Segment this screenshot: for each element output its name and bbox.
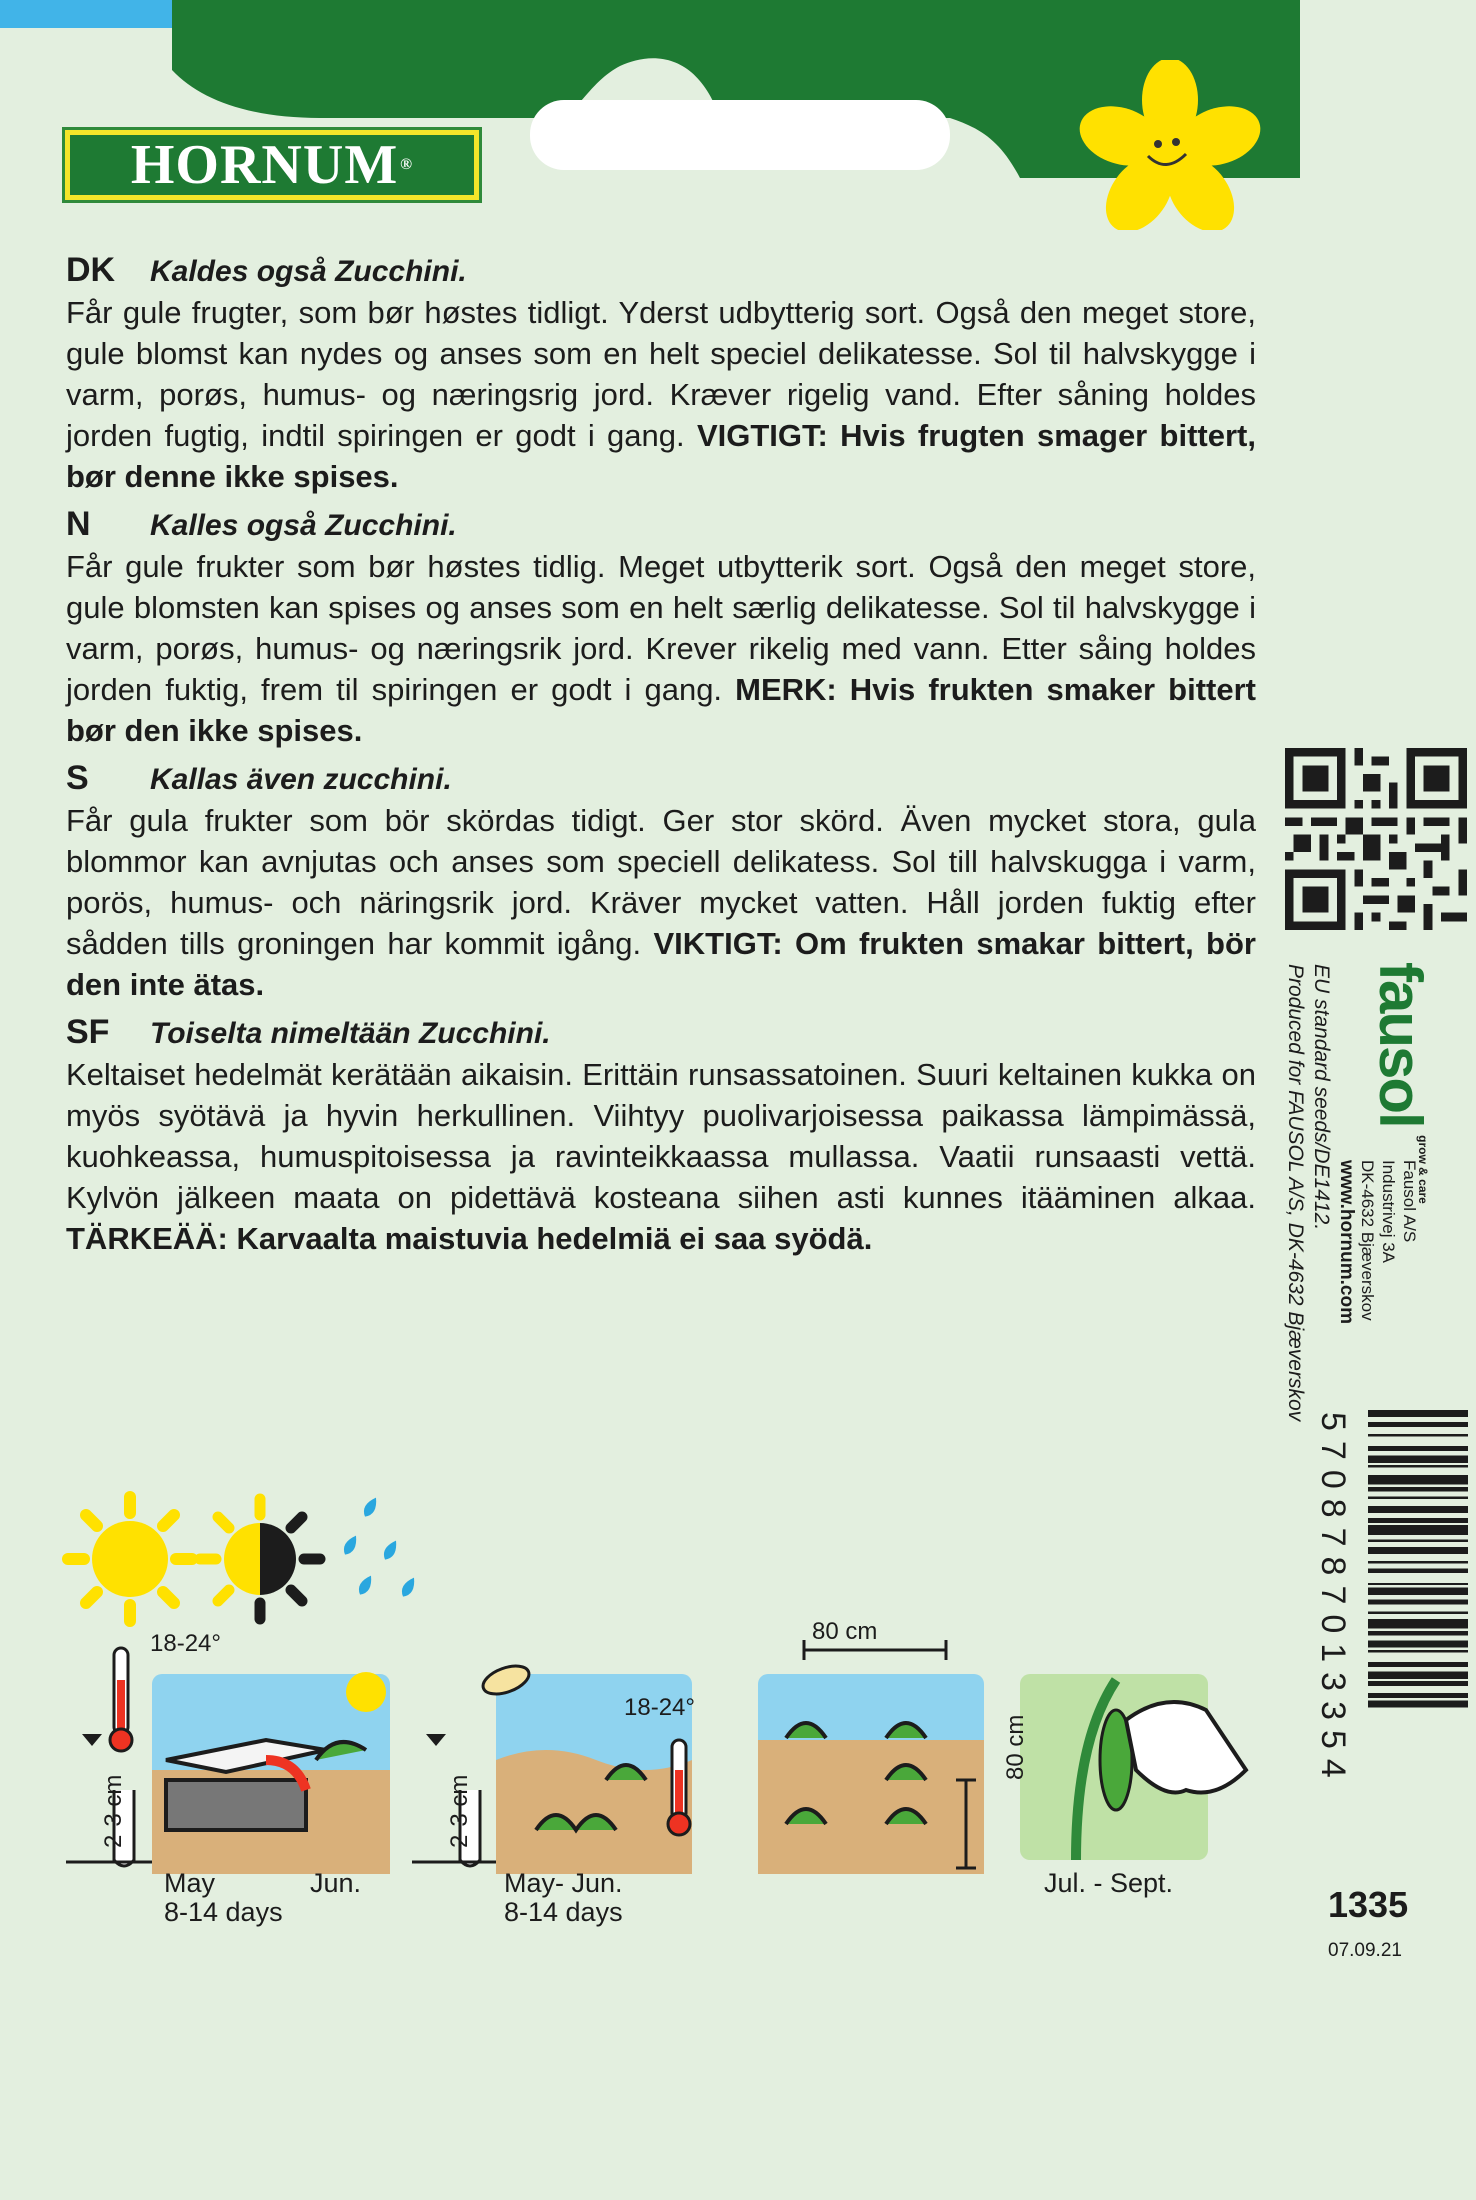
section-body: Keltaiset hedelmät kerätään aikaisin. Erittäin runsassatoinen. Suuri keltainen kukka on myös syötävä ja hyvin herkullinen. Viihtyy puolivarjoisessa paikassa lämpimässä, kuohkeassa, humuspitoisessa ja ravinteikkaassa mullassa. Vaatii runsaasti vettä. Kylvön jälkeen maata on pidettävä kosteana siihen asti kunnes itääminen alkaa. TÄRKEÄÄ: Karvaalta maistuvia hedelmiä ei saa syödä. — [66, 1057, 1256, 1256]
depth-label-2: 2-3 cm — [446, 1774, 473, 1848]
depth-label-1: 2-3 cm — [100, 1774, 127, 1848]
full-sun-icon — [68, 1497, 192, 1621]
section-n — [66, 504, 1256, 751]
step1-month-end: Jun. — [310, 1868, 362, 1898]
smiling-flower-icon — [1060, 60, 1280, 230]
section-sf — [66, 1012, 1256, 1259]
step-spacing — [758, 1640, 984, 1874]
water-drops-icon — [341, 1495, 419, 1599]
step2-months: May- Jun. — [504, 1868, 623, 1898]
product-code: 1335 — [1328, 1884, 1409, 1925]
language-code: S — [66, 759, 89, 797]
qr-code[interactable] — [1285, 748, 1467, 930]
print-date: 07.09.21 — [1328, 1940, 1402, 1961]
section-warning: TÄRKEÄÄ: Karvaalta maistuvia hedelmiä ei saa syödä. — [66, 1221, 873, 1256]
spacing-horizontal-label: 80 cm — [812, 1618, 878, 1645]
fausol-tagline: grow & care — [1416, 1135, 1430, 1204]
section-subtitle: Kalles også Zucchini. — [150, 509, 457, 542]
section-dk — [66, 250, 1256, 497]
produced-for-line: Produced for FAUSOL A/S, DK-4632 Bjæverskov — [1284, 964, 1307, 1422]
address-block: Fausol A/S Industrivej 3A DK-4632 Bjæverskov www.hornum.com — [1336, 1160, 1419, 1324]
section-body: Får gula frukter som bör skördas tidigt. Ger stor skörd. Även mycket stora, gula blommor kan avnjutas och anses som speciell delikatess. Sol till halvskugga i varm, porös, humus- och näringsrik jord. Kräver mycket vatten. Håll jorden fuktig efter sådden tills groningen har kommit igång. VIKTIGT: Om frukten smakar bittert, bör den inte ätas. — [66, 803, 1256, 1002]
spacing-vertical-label: 80 cm — [1002, 1714, 1029, 1780]
fausol-wordmark: fausol — [1367, 962, 1434, 1127]
hornum-logo: HORNUM ® — [62, 127, 482, 203]
eu-standard-line: EU standard seeds/DE1412. — [1310, 964, 1333, 1231]
thermometer-icon — [668, 1740, 690, 1835]
section-s — [66, 758, 1256, 1005]
section-body: Får gule frukter som bør høstes tidlig. Meget utbytterik sort. Også den meget store, gule blomsten kan spises og anses som en helt særlig delikatesse. Sol til halvskygge i varm, porøs, humus- og næringsrik jord. Krever rikelig med vann. Etter såing holdes jorden fuktig, frem til spiringen er godt i gang. MERK: Hvis frukten smaker bittert bør den ikke spises. — [66, 549, 1256, 748]
language-code: N — [66, 505, 91, 543]
thermometer-icon — [110, 1648, 132, 1751]
section-subtitle: Kaldes også Zucchini. — [150, 255, 467, 288]
website-link[interactable]: www.hornum.com — [1336, 1160, 1357, 1324]
step-harvest — [1020, 1674, 1246, 1860]
step1-month-start: May — [164, 1868, 216, 1898]
section-warning: VIGTIGT: Hvis frugten smager bittert, bør denne ikke spises. — [66, 418, 1256, 494]
language-code: DK — [66, 251, 116, 289]
harvest-months: Jul. - Sept. — [1044, 1868, 1174, 1898]
barcode-digits: 5708787013354 — [1314, 1412, 1352, 1788]
section-subtitle: Kallas även zucchini. — [150, 763, 452, 796]
section-warning: VIKTIGT: Om frukten smakar bittert, bör den inte ätas. — [66, 926, 1256, 1002]
section-warning: MERK: Hvis frukten smaker bittert bør den ikke spises. — [66, 672, 1256, 748]
step1-days: 8-14 days — [164, 1897, 283, 1927]
section-subtitle: Toiselta nimeltään Zucchini. — [150, 1017, 551, 1050]
language-code: SF — [66, 1013, 110, 1051]
side-legal-text — [1282, 964, 1334, 1421]
step2-days: 8-14 days — [504, 1897, 623, 1927]
section-body: Får gule frugter, som bør høstes tidligt. Yderst udbytterig sort. Også den meget store, gule blomst kan nydes og anses som en helt speciel delikatesse. Sol til halvskygge i varm, porøs, humus- og næringsrig jord. Kræver rigelig vand. Efter såning holdes jorden fugtig, indtil spiringen er godt i gang. VIGTIGT: Hvis frugten smager bittert, bør denne ikke spises. — [66, 295, 1256, 494]
half-shade-icon — [200, 1499, 320, 1619]
temperature-label-2: 18-24° — [624, 1694, 695, 1721]
temperature-label-1: 18-24° — [150, 1630, 221, 1657]
